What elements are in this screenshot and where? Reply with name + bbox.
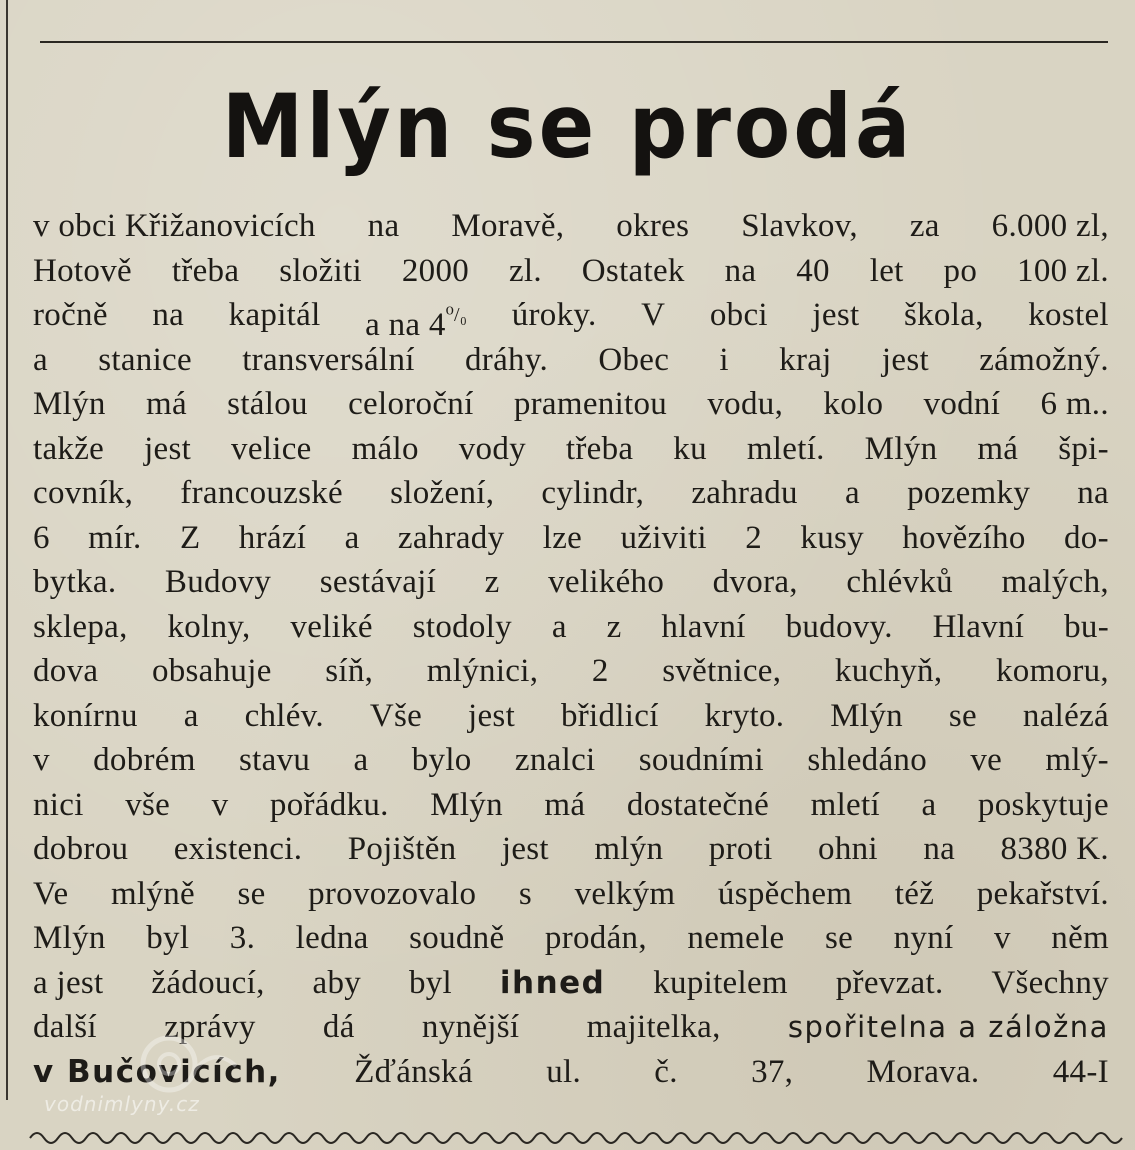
word: a jest (33, 964, 104, 1001)
word: ku (673, 430, 707, 467)
word: bylo (411, 742, 472, 778)
word: žádoucí, (151, 964, 265, 1001)
word: dvora, (712, 564, 798, 600)
word: jest (501, 831, 549, 867)
word: nemele (687, 920, 785, 956)
word: má (145, 386, 187, 422)
word: velkým (574, 875, 676, 912)
word: zahrady (397, 519, 505, 556)
word: majitelka, (586, 1009, 721, 1045)
word: spořitelna a záložna (787, 1010, 1109, 1044)
word: na (367, 208, 400, 244)
word: složení, (390, 475, 495, 511)
word: mletí. (746, 430, 825, 467)
word: Mlýn (430, 786, 503, 823)
word: covník, (33, 475, 134, 511)
word: po (943, 252, 978, 289)
word: Moravě, (451, 208, 565, 244)
word: z (606, 608, 622, 645)
word: obci (709, 297, 768, 333)
text-line (33, 605, 1109, 650)
word: celoroční (348, 386, 474, 422)
word: Hotově (33, 252, 132, 289)
word: Vše (369, 697, 423, 734)
percent-sign: ⁰/₀ (445, 304, 468, 326)
word: cylindr, (541, 475, 645, 511)
word: V (641, 297, 666, 333)
word: jest (812, 297, 860, 333)
word: 8380 K. (1000, 831, 1109, 867)
text-line (33, 872, 1109, 917)
text-line (33, 471, 1109, 516)
word: vodní (923, 386, 1001, 422)
word: má (544, 786, 586, 823)
word: dostatečné (626, 786, 770, 823)
word: převzat. (835, 964, 944, 1001)
word: v obci Křižanovicích (33, 208, 316, 244)
word: v Bučovicích, (33, 1053, 281, 1090)
word: sklepa, (33, 608, 128, 645)
bottom-wavy-rule (0, 1124, 1135, 1150)
word: hovězího (902, 519, 1026, 556)
word: nyní (893, 920, 954, 956)
word: mletí (810, 786, 880, 823)
word: kolo (823, 386, 884, 422)
word: dobrém (93, 742, 196, 778)
text-line (33, 738, 1109, 783)
word: a na $4^{^0/_0}$ (365, 304, 468, 343)
word: pramenitou (513, 386, 668, 422)
word: vodu, (707, 386, 784, 422)
word: kusy (800, 519, 864, 556)
word: shledáno (807, 742, 928, 778)
word: byl (408, 964, 453, 1001)
word: okres (616, 208, 690, 244)
word: obsahuje (151, 653, 272, 689)
word: mlýně (110, 875, 195, 912)
word: takže (33, 430, 105, 467)
word: se (948, 697, 977, 734)
word: zámožný. (979, 341, 1109, 378)
word: 3. (229, 920, 256, 956)
word: znalci (514, 742, 596, 778)
word: byl (146, 920, 190, 956)
word: soudními (638, 742, 765, 778)
word: stodoly (412, 608, 512, 645)
word: ledna (295, 920, 369, 956)
word: kapitál (228, 297, 321, 333)
word: Všechny (991, 964, 1109, 1001)
word: úspěchem (717, 875, 853, 912)
word: chlévků (846, 564, 953, 600)
word: má (977, 430, 1019, 467)
word: 40 (796, 252, 830, 289)
word: a (33, 341, 48, 378)
word: francouzské (180, 475, 344, 511)
word: aby (312, 964, 362, 1001)
word: dráhy. (465, 341, 549, 378)
word: sestávají (319, 564, 437, 600)
word: a (353, 742, 369, 778)
word: stanice (98, 341, 192, 378)
word: Žďánská (354, 1053, 473, 1090)
word: kraj (779, 341, 832, 378)
word: škola, (903, 297, 984, 333)
word: velice (231, 430, 312, 467)
word: Ostatek (581, 252, 685, 289)
word: též (894, 875, 935, 912)
word: třeba (171, 252, 240, 289)
word: proti (708, 831, 773, 867)
word: něm (1051, 920, 1109, 956)
word: další (33, 1009, 97, 1045)
word: jest (881, 341, 929, 378)
word: mlýnici, (426, 653, 539, 689)
word: prodán, (544, 920, 647, 956)
word: a (921, 786, 937, 823)
text-line (33, 338, 1109, 383)
word: dobrou (33, 831, 129, 867)
word: jest (468, 697, 516, 734)
word: a (551, 608, 567, 645)
word: Hlavní (932, 608, 1025, 645)
text-line (33, 961, 1109, 1006)
word: provozovalo (308, 875, 477, 912)
word: ul. (546, 1053, 582, 1090)
word: do- (1064, 519, 1109, 556)
word: Morava. (866, 1053, 980, 1090)
word: kostel (1028, 297, 1109, 333)
word: ročně (33, 297, 108, 333)
word: 2 (745, 519, 763, 556)
text-line (33, 560, 1109, 605)
word: 2000 (401, 252, 470, 289)
word: zahradu (691, 475, 798, 511)
word: na (923, 831, 956, 867)
word: stálou (227, 386, 308, 422)
text-line (33, 249, 1109, 294)
word: bu- (1064, 608, 1109, 645)
text-line (33, 783, 1109, 828)
word: Mlýn (33, 920, 106, 956)
headline: Mlýn se prodá (221, 76, 914, 179)
word: Mlýn (830, 697, 903, 734)
word: veliké (290, 608, 373, 645)
word: Mlýn (33, 386, 106, 422)
word: Ve (33, 875, 69, 912)
word: zprávy (164, 1009, 256, 1045)
text-line (33, 293, 1109, 343)
word: velikého (548, 564, 665, 600)
word: za (909, 208, 940, 244)
word: budovy. (785, 608, 893, 645)
word: let (869, 252, 904, 289)
word: mlýn (594, 831, 664, 867)
word: jest (144, 430, 192, 467)
word: zl. (508, 252, 542, 289)
word: nici (33, 786, 84, 823)
word: kolny, (167, 608, 251, 645)
word: pozemky (907, 475, 1031, 511)
word: 6.000 zl, (991, 208, 1109, 244)
text-line (33, 649, 1109, 694)
word: ihned (499, 964, 606, 1001)
word: 6 (33, 519, 50, 556)
word: existenci. (173, 831, 303, 867)
text-line (33, 827, 1109, 872)
word: na (724, 252, 757, 289)
word: pekařství. (976, 875, 1109, 912)
text-line (33, 516, 1109, 561)
word: kryto. (704, 697, 785, 734)
text-line (33, 916, 1109, 961)
word: v (33, 742, 50, 778)
word: vody (458, 430, 526, 467)
word: pořádku. (269, 786, 389, 823)
word: kuchyň, (834, 653, 943, 689)
word: stavu (239, 742, 311, 778)
word: i (719, 341, 729, 378)
text-line (33, 694, 1109, 739)
word: chlév. (244, 697, 324, 734)
word: č. (654, 1053, 678, 1090)
word: Budovy (164, 564, 272, 600)
word: malých, (1001, 564, 1109, 600)
word: nalézá (1022, 697, 1109, 734)
word: se (237, 875, 266, 912)
word: břidlicí (560, 697, 659, 734)
word: 6 m.. (1040, 386, 1109, 422)
word: s (518, 875, 533, 912)
word: komoru, (995, 653, 1109, 689)
word: složiti (279, 252, 362, 289)
word: a (344, 519, 360, 556)
word: třeba (565, 430, 634, 467)
word: uživiti (620, 519, 707, 556)
top-divider (40, 41, 1108, 43)
word: transversální (242, 341, 415, 378)
word: Mlýn (864, 430, 938, 467)
text-line (33, 427, 1109, 472)
word: Pojištěn (347, 831, 457, 867)
word: a (844, 475, 860, 511)
word: ohni (818, 831, 878, 867)
word: na (1077, 475, 1109, 511)
word: nynější (421, 1009, 520, 1045)
word: a (183, 697, 199, 734)
word: soudně (409, 920, 505, 956)
word: Slavkov, (741, 208, 858, 244)
word: na (152, 297, 185, 333)
text-line (33, 204, 1109, 249)
word: 100 zl. (1017, 252, 1109, 289)
word: Obec (598, 341, 670, 378)
word: síň, (325, 653, 374, 689)
word: hrází (238, 519, 307, 556)
word: se (825, 920, 854, 956)
word: z (484, 564, 500, 600)
word: lze (542, 519, 583, 556)
word: kupitelem (653, 964, 788, 1001)
word: 2 (591, 653, 609, 689)
word: v (993, 920, 1011, 956)
text-line (33, 382, 1109, 427)
word: úroky. (511, 297, 597, 333)
word: 37, (751, 1053, 794, 1090)
word: bytka. (33, 564, 117, 600)
word: mlý- (1045, 742, 1109, 778)
word: dova (33, 653, 99, 689)
word: ve (970, 742, 1003, 778)
word: vše (125, 786, 171, 823)
word: Z (179, 519, 201, 556)
word: konírnu (33, 697, 138, 734)
word: v (211, 786, 229, 823)
word: hlavní (661, 608, 746, 645)
word: světnice, (662, 653, 782, 689)
word: špi- (1058, 430, 1109, 467)
watermark-text: vodnimlyny.cz (44, 1092, 200, 1116)
word: mír. (88, 519, 142, 556)
word: dá (322, 1009, 355, 1045)
word: poskytuje (977, 786, 1109, 823)
word: 44-I (1052, 1053, 1109, 1090)
advertisement-body (33, 204, 1109, 1094)
word: málo (351, 430, 419, 467)
